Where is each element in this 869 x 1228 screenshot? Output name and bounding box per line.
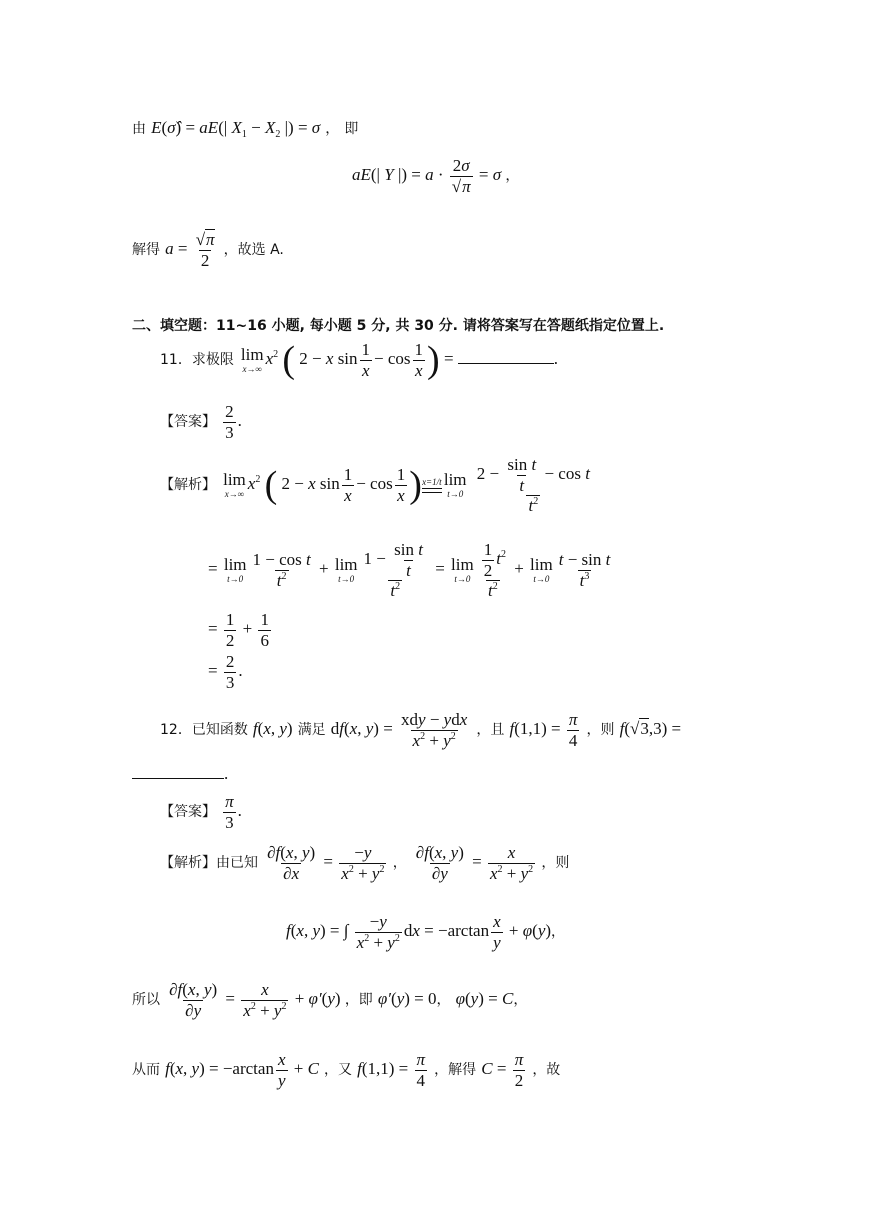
q11-analysis-line4: = $\frac{2}{3}$ . (208, 652, 243, 692)
line-solve-a (132, 230, 284, 270)
text-comma: ， (325, 121, 340, 137)
q12-answer-blank (132, 764, 224, 779)
q11-analysis-line3: = $\frac{1}{2}$ + $\frac{1}{6}$ (208, 610, 269, 650)
text-choose-A: ，故选 A. (223, 241, 284, 258)
q12-analysis-label: 【解析】由已知 (160, 854, 258, 871)
q12-analysis-line1: 【解析】由已知 $\frac{\partial f(x, y)}{\partial x}$ = $\frac{-y}{x^2 + y^2}$ ， $\frac{\partial f(x, y)}{\partial y}$ = $\frac{x}{x^2 + y^2}$ ，则 (160, 843, 570, 883)
q12-answer-blank-line: . (132, 764, 228, 784)
formula-a: a = $\frac{√\pi}{2}$ (165, 230, 215, 270)
q12-analysis-line3: 所以 $\frac{\partial f(x, y)}{\partial y}$ = $\frac{x}{x^2 + y^2}$ + φ′(y) ，即 φ′(y) = 0， φ(y) = C， (132, 980, 528, 1020)
text-jiede: 解得 (132, 241, 160, 258)
line-expectation (132, 118, 358, 140)
q12-answer-label: 【答案】 (160, 803, 216, 820)
q12-analysis-line4: 从而 f(x, y) = −arctan $\frac{x}{y}$ + C ，又 f(1,1) = $\frac{\pi}{4}$ ，解得 C = $\frac{\pi}{2}$ ，故 (132, 1050, 561, 1090)
q12-answer: 【答案】 $\frac{\pi}{3}$ . (160, 792, 242, 832)
q11-analysis-line1: 【解析】 lim x→∞ $x^2$ ( 2 − x sin $\frac{1}{x}$ − cos $\frac{1}{x}$ ) x=1/t lim t→0 2 − $\frac{\text{sin t}}{t}$ − cos t $t^2$ (160, 455, 590, 516)
q12-analysis-line2: f(x, y) = ∫ $\frac{-y}{x^2 + y^2}$ dx = −arctan $\frac{x}{y}$ + φ(y)， (286, 912, 566, 952)
q11-label: 11．求极限 (160, 351, 234, 368)
q11-answer-label: 【答案】 (160, 413, 216, 430)
q11-analysis-label: 【解析】 (160, 477, 216, 494)
q12-label: 12．已知函数 (160, 721, 248, 738)
text-you: 由 (132, 121, 146, 137)
formula-expectation: E(σ̂) = aE(| $X_1 - X_2$ |) = σ (151, 118, 321, 140)
text-ji: 即 (344, 121, 359, 137)
q11-stem: 11．求极限 lim x→∞ $x^2$ ( 2 − x sin $\frac{1}{x}$ − cos $\frac{1}{x}$ ) = . (160, 339, 559, 382)
q11-substitution: x=1/t (422, 476, 442, 487)
section-heading: 二、填空题：11~16 小题, 每小题 5 分, 共 30 分. 请将答案写在答题纸指定位置上. (132, 318, 665, 334)
q11-answer: 【答案】 $\frac{2}{3}$ . (160, 402, 242, 442)
q12-stem: 12．已知函数 f(x, y) 满足 df(x, y) = $\frac{\text{xdy − ydx}}{x^2 + y^2}$ ，且 f(1,1) = $\frac{\pi}{4}$ ，则 f(√3,3) = (160, 710, 682, 750)
q11-formula: lim x→∞ $x^2$ ( 2 − x sin $\frac{1}{x}$ − cos $\frac{1}{x}$ ) = (240, 339, 458, 382)
q11-analysis-line2: = lim t→0 $\frac{\text{1 − cos t}}{t^2}$ + lim t→0 1 − $\frac{\text{sin t}}{t}$ $t^2$ = lim t→0 $\frac{1}{2}$ $t^2$ $t^2$ + lim t→0 $\frac{\text{t − sin t}}{t^3}$ (208, 540, 611, 601)
q11-answer-blank (458, 349, 554, 364)
text-comma: ， (505, 167, 520, 184)
formula-aEY: aE(| Y |) = a · $\frac{2\sigma}{√\pi}$ = σ ， (352, 156, 520, 196)
